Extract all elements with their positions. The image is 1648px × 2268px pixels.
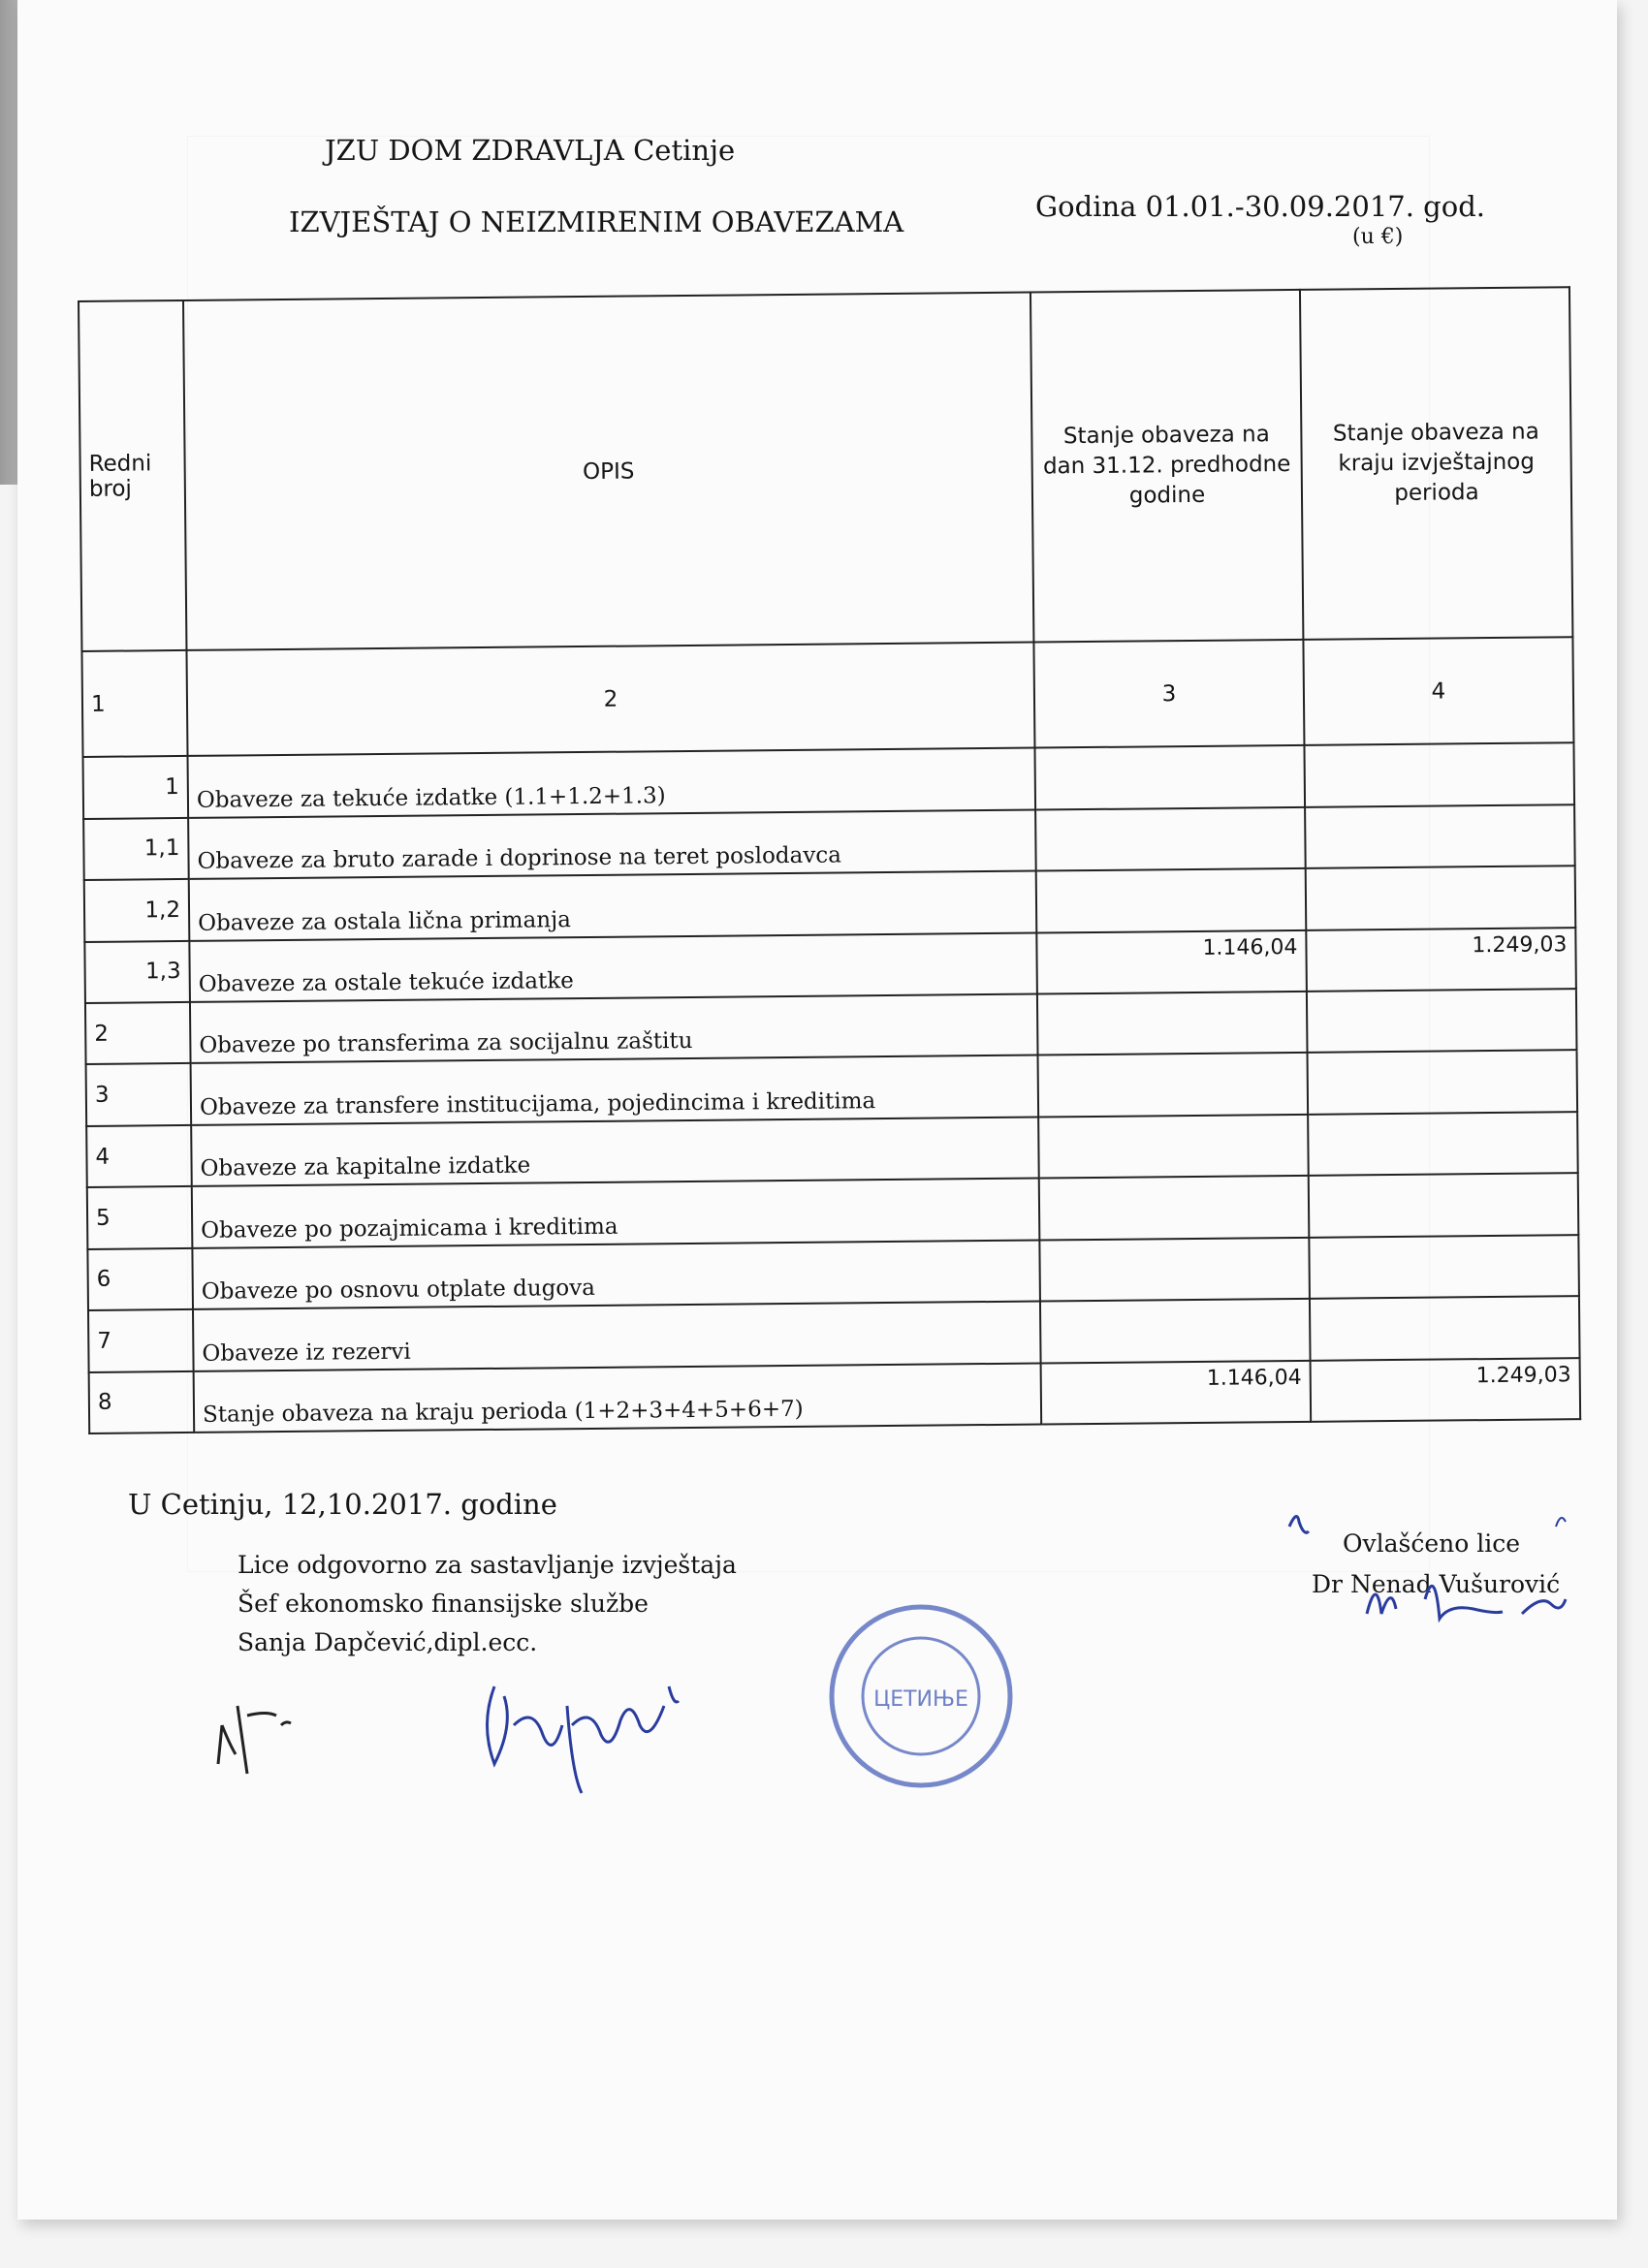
- row-current-value: [1308, 1112, 1578, 1176]
- responsible-person-role: Šef ekonomsko finansijske službe: [238, 1590, 649, 1618]
- authorized-person-name: Dr Nenad Vušurović: [1312, 1570, 1561, 1598]
- row-current-value: [1309, 1235, 1579, 1299]
- dapcevic-signature: [475, 1667, 698, 1803]
- report-period: Godina 01.01.-30.09.2017. god.: [1035, 190, 1485, 223]
- row-description: Obaveze za bruto zarade i doprinose na teret poslodavca: [188, 809, 1036, 879]
- row-prev-value: [1039, 1238, 1310, 1302]
- row-current-value: [1308, 1051, 1578, 1115]
- row-description: Obaveze za kapitalne izdatke: [191, 1117, 1039, 1186]
- column-index: 2: [186, 643, 1034, 757]
- row-current-value: [1305, 804, 1575, 868]
- row-prev-value: [1035, 807, 1306, 871]
- row-prev-value: [1037, 992, 1308, 1055]
- row-description: Obaveze za transfere institucijama, pojedincima i kreditima: [191, 1055, 1039, 1125]
- row-prev-value: [1034, 745, 1305, 809]
- row-prev-value: [1039, 1176, 1310, 1240]
- row-current-value: [1307, 989, 1577, 1053]
- row-current-value: 1.249,03: [1311, 1358, 1581, 1422]
- row-number: 1: [83, 756, 189, 818]
- row-prev-value: [1038, 1115, 1309, 1179]
- row-description: Obaveze po pozajmicama i kreditima: [192, 1179, 1040, 1248]
- row-current-value: 1.249,03: [1306, 928, 1576, 992]
- obligations-table: [78, 286, 1581, 1434]
- row-current-value: [1304, 743, 1574, 807]
- table-body: [83, 743, 1581, 1433]
- row-description: Obaveze za tekuće izdatke (1.1+1.2+1.3): [188, 748, 1036, 818]
- currency-unit: (u €): [1352, 225, 1404, 249]
- header-current-period: Stanje obaveza na kraju izvještajnog perioda: [1300, 287, 1572, 640]
- row-prev-value: 1.146,04: [1041, 1360, 1312, 1424]
- column-index: 1: [81, 650, 187, 757]
- row-number: 6: [87, 1248, 193, 1310]
- row-description: Obaveze za ostala lična primanja: [189, 871, 1037, 941]
- place-and-date: U Cetinju, 12,10.2017. godine: [128, 1488, 557, 1521]
- responsible-person-name: Sanja Dapčević,dipl.ecc.: [238, 1628, 538, 1656]
- column-index: 3: [1033, 640, 1304, 748]
- row-number: 1,2: [84, 879, 190, 941]
- stamp-center-text: ЦЕТИЊЕ: [873, 1687, 968, 1712]
- header-opis: OPIS: [183, 293, 1033, 650]
- report-title: IZVJEŠTAJ O NEIZMIRENIM OBAVEZAMA: [289, 205, 904, 238]
- row-description: Obaveze iz rezervi: [193, 1302, 1041, 1371]
- row-description: Stanje obaveza na kraju perioda (1+2+3+4+5+6+7): [194, 1363, 1042, 1433]
- row-prev-value: [1040, 1299, 1311, 1363]
- row-prev-value: 1.146,04: [1036, 929, 1307, 993]
- row-description: Obaveze po osnovu otplate dugova: [192, 1240, 1040, 1309]
- row-number: 1,3: [84, 941, 190, 1003]
- row-description: Obaveze po transferima za socijalnu zaštitu: [190, 994, 1038, 1064]
- initials-signature: [208, 1686, 344, 1783]
- row-number: 8: [89, 1370, 195, 1433]
- header-redni-broj: Redni broj: [79, 300, 186, 651]
- row-number: 1,1: [83, 818, 189, 880]
- authorized-signature: [1270, 1507, 1590, 1662]
- column-index: 4: [1303, 637, 1573, 745]
- institution-stamp: [824, 1599, 1018, 1793]
- row-number: 4: [86, 1125, 192, 1187]
- row-number: 2: [85, 1002, 191, 1064]
- row-number: 5: [87, 1186, 193, 1248]
- header-prev-year: Stanje obaveza na dan 31.12. predhodne godine: [1030, 290, 1303, 643]
- row-current-value: [1306, 866, 1576, 929]
- responsible-person-label: Lice odgovorno za sastavljanje izvještaja: [238, 1551, 737, 1579]
- table-header-row: [79, 287, 1572, 651]
- authorized-person-label: Ovlašćeno lice: [1343, 1529, 1521, 1558]
- row-current-value: [1309, 1173, 1579, 1237]
- column-index-row: [81, 637, 1573, 757]
- row-description: Obaveze za ostale tekuće izdatke: [189, 932, 1037, 1002]
- table-row-total: [89, 1358, 1581, 1433]
- row-current-value: [1310, 1296, 1580, 1360]
- institution-name: JZU DOM ZDRAVLJA Cetinje: [325, 134, 736, 167]
- row-number: 7: [88, 1309, 194, 1371]
- row-prev-value: [1036, 868, 1307, 932]
- row-prev-value: [1038, 1053, 1309, 1117]
- row-number: 3: [86, 1063, 192, 1125]
